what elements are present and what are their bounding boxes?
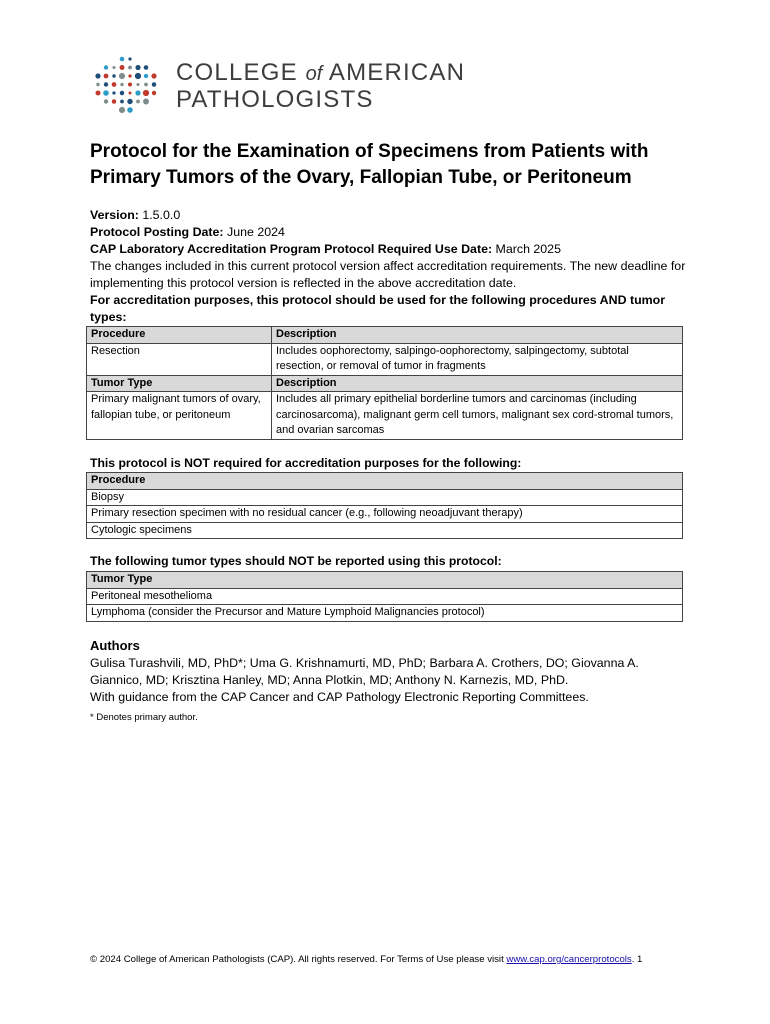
posting-date-line: Protocol Posting Date: June 2024 — [90, 225, 285, 239]
logo-text-pathologists: PATHOLOGISTS — [176, 86, 374, 113]
logo-wordmark — [176, 60, 465, 113]
table-row — [87, 588, 683, 605]
table-row — [87, 522, 683, 539]
header-tumor-type: Tumor Type — [87, 375, 272, 392]
table-row — [87, 473, 683, 490]
required-date-line: CAP Laboratory Accreditation Program Protocol Required Use Date: March 2025 — [90, 242, 561, 256]
table-row — [87, 375, 683, 392]
table-row — [87, 605, 683, 622]
table-row — [87, 572, 683, 589]
table-row — [87, 343, 683, 375]
accreditation-note: For accreditation purposes, this protocol should be used for the following procedures AND tumor types: — [90, 293, 666, 324]
excluded-tumors-table — [86, 571, 683, 622]
changes-note: The changes included in this current protocol version affect accreditation requirements. The new deadline for implementing this protocol version is reflected in the above accreditation date. — [90, 259, 686, 290]
procedure-cell: Resection — [87, 343, 272, 375]
table-row — [87, 392, 683, 440]
not-required-heading: This protocol is NOT required for accreditation purposes for the following: — [90, 456, 522, 470]
excluded-tumors-heading: The following tumor types should NOT be reported using this protocol: — [90, 554, 502, 568]
table-cell: Lymphoma (consider the Precursor and Mature Lymphoid Malignancies protocol) — [87, 605, 683, 622]
logo-text-american: AMERICAN — [322, 59, 466, 86]
table-cell: Primary resection specimen with no residual cancer (e.g., following neoadjuvant therapy) — [87, 506, 683, 523]
procedures-table — [86, 326, 683, 440]
tumor-description-cell: Includes all primary epithelial borderline tumors and carcinomas (including carcinosarcoma), malignant germ cell tumors, malignant sex cord-stromal tumors, and ovarian sarcomas — [272, 392, 683, 440]
document-title: Protocol for the Examination of Specimens from Patients with Primary Tumors of the Ovary, Fallopian Tube, or Peritoneum — [90, 141, 649, 188]
primary-author-note: * Denotes primary author. — [90, 712, 198, 723]
page-footer — [90, 954, 690, 965]
version-line: Version: 1.5.0.0 — [90, 208, 181, 222]
table-cell: Peritoneal mesothelioma — [87, 588, 683, 605]
page-number: . 1 — [631, 954, 643, 965]
authors-heading: Authors — [90, 638, 140, 653]
cap-logo — [94, 54, 474, 116]
table-row — [87, 327, 683, 344]
tumor-type-cell: Primary malignant tumors of ovary, fallopian tube, or peritoneum — [87, 392, 272, 440]
header-procedure: Procedure — [87, 473, 683, 490]
procedure-description-cell: Includes oophorectomy, salpingo-oophorectomy, salpingectomy, subtotal resection, or removal of tumor in fragments — [272, 343, 683, 375]
table-row — [87, 506, 683, 523]
header-description: Description — [272, 375, 683, 392]
logo-dots-icon — [94, 54, 164, 116]
header-description: Description — [272, 327, 683, 344]
header-procedure: Procedure — [87, 327, 272, 344]
cap-protocols-link[interactable]: www.cap.org/cancerprotocols — [506, 954, 632, 965]
header-tumor-type: Tumor Type — [87, 572, 683, 589]
copyright-text: © 2024 College of American Pathologists (CAP). All rights reserved. For Terms of Use please visit — [90, 954, 507, 965]
not-required-table — [86, 472, 683, 539]
table-row — [87, 489, 683, 506]
logo-text-college: COLLEGE — [176, 59, 306, 86]
authors-guidance: With guidance from the CAP Cancer and CAP Pathology Electronic Reporting Committees. — [90, 690, 589, 704]
authors-names: Gulisa Turashvili, MD, PhD*; Uma G. Krishnamurti, MD, PhD; Barbara A. Crothers, DO; Giovanna A. Giannico, MD; Krisztina Hanley, MD; Anna Plotkin, MD; Anthony N. Karnezis, MD, PhD. — [90, 656, 639, 687]
table-cell: Biopsy — [87, 489, 683, 506]
protocol-metadata — [90, 207, 690, 326]
authors-section — [90, 637, 690, 726]
logo-text-of: of — [305, 63, 323, 85]
table-cell: Cytologic specimens — [87, 522, 683, 539]
